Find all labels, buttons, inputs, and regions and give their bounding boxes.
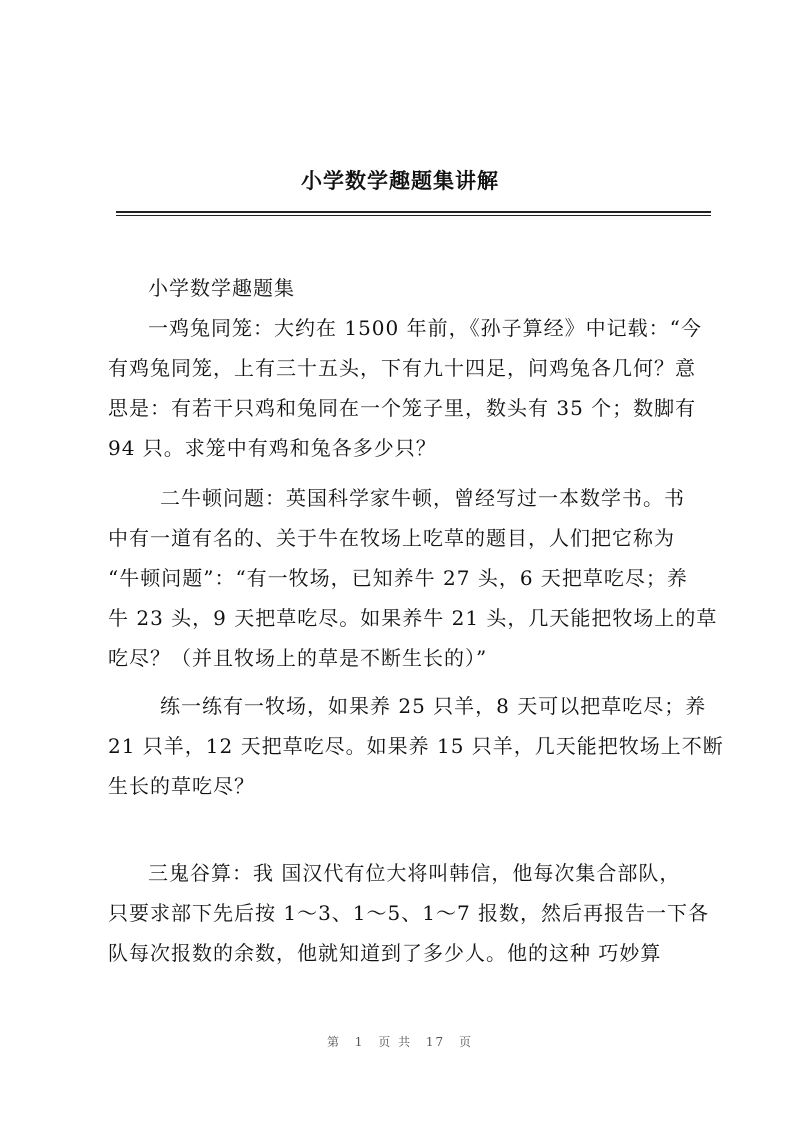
text-line: 队每次报数的余数，他就知道到了多少人。他的这种 巧妙算 — [108, 941, 662, 965]
footer-total-pages: 17 — [425, 1035, 446, 1049]
paragraph-chicken-rabbit — [108, 308, 708, 468]
text-line: 只要求部下先后按 1～3、1～5、1～7 报数，然后再报告一下各 — [108, 901, 710, 925]
text-line: 吃尽？（并且牧场上的草是不断生长的）” — [108, 646, 488, 670]
content-heading — [148, 268, 748, 308]
text-line: 中有一道有名的、关于牛在牧场上吃草的题目，人们把它称为 — [108, 526, 675, 550]
text-line: 21 只羊，12 天把草吃尽。如果养 15 只羊，几天能把牧场上不断 — [108, 734, 724, 758]
text-line: 94 只。求笼中有鸡和兔各多少只？ — [108, 436, 437, 460]
footer-current-page: 1 — [354, 1035, 365, 1049]
title-rule-thin — [116, 215, 711, 216]
title-rule — [116, 211, 711, 213]
text-line: “牛顿问题”：“有一牧场，已知养牛 27 头，6 天把草吃尽；养 — [108, 566, 688, 590]
paragraph-newton-problem — [108, 478, 718, 678]
text-line: 练一练有一牧场，如果养 25 只羊，8 天可以把草吃尽；养 — [160, 694, 707, 718]
text-line: 生长的草吃尽？ — [108, 774, 255, 798]
footer-label-end: 页 — [459, 1035, 474, 1049]
heading-line: 小学数学趣题集 — [148, 276, 295, 300]
text-line: 思是：有若干只鸡和兔同在一个笼子里，数头有 35 个；数脚有 — [108, 396, 697, 420]
text-line: 二牛顿问题：英国科学家牛顿，曾经写过一本数学书。书 — [160, 486, 685, 510]
paragraph-practice — [108, 686, 724, 806]
paragraph-guigu-suan — [108, 853, 708, 973]
text-line: 三鬼谷算：我 国汉代有位大将叫韩信，他每次集合部队， — [148, 861, 681, 885]
text-line: 牛 23 头，9 天把草吃尽。如果养牛 21 头，几天能把牧场上的草 — [108, 606, 718, 630]
text-line: 一鸡兔同笼：大约在 1500 年前，《孙子算经》中记载：“今 — [148, 316, 702, 340]
footer-label-page: 第 — [326, 1035, 341, 1049]
document-title: 小学数学趣题集讲解 — [301, 168, 499, 193]
footer-label-of: 页 共 — [378, 1035, 413, 1049]
text-line: 有鸡兔同笼，上有三十五头，下有九十四足，问鸡兔各几何？意 — [108, 356, 696, 380]
page-footer — [0, 1033, 800, 1050]
